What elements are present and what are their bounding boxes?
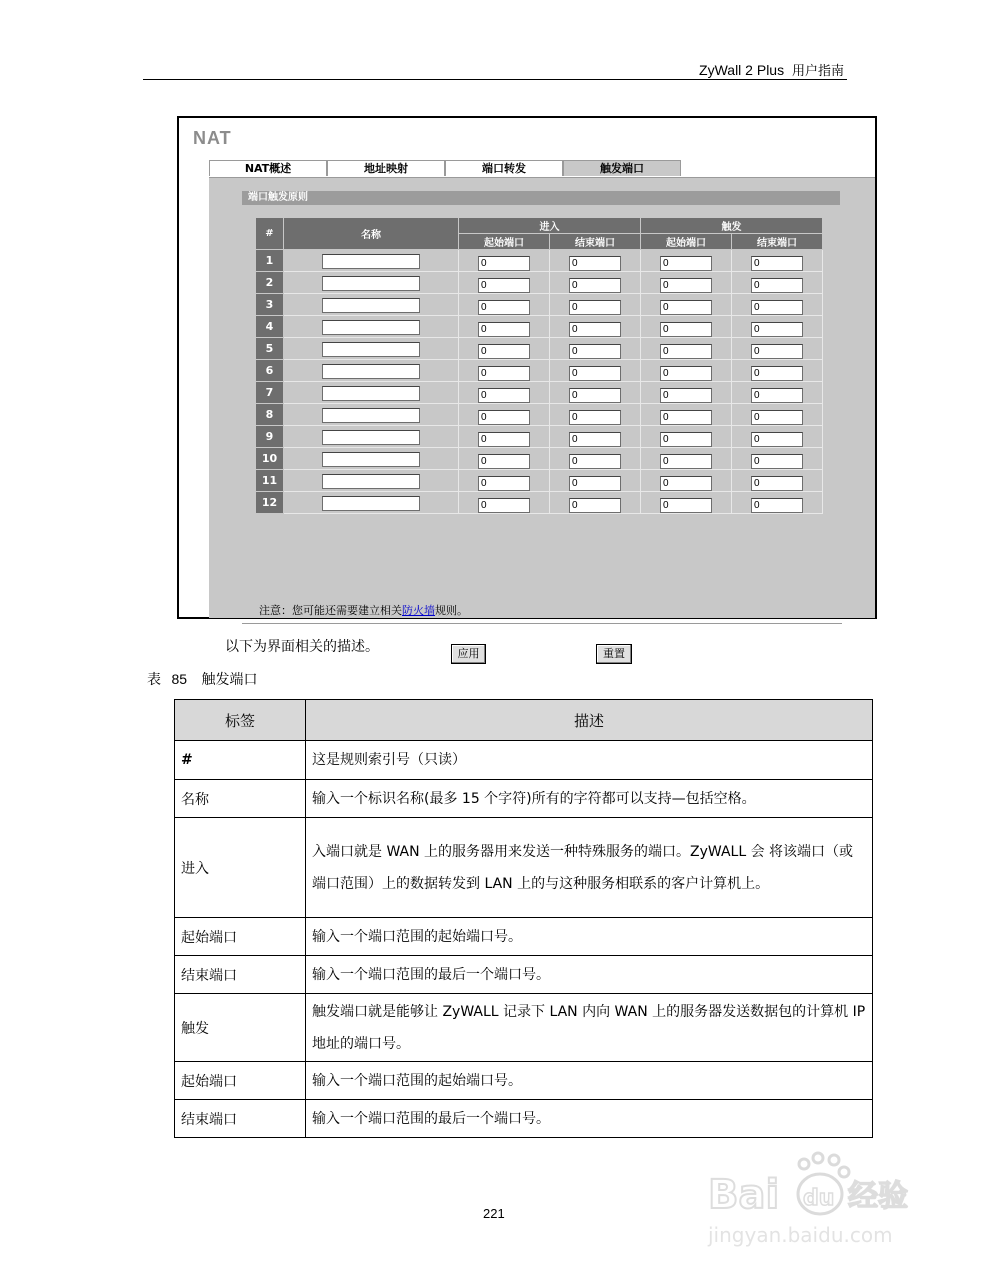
incoming-end-port-input[interactable] bbox=[569, 454, 621, 469]
tab-port-triggering[interactable]: 触发端口 bbox=[563, 160, 681, 176]
incoming-end-port-input[interactable] bbox=[569, 322, 621, 337]
nat-tabs bbox=[209, 160, 681, 177]
col-name: 名称 bbox=[284, 218, 459, 250]
rule-row bbox=[256, 448, 823, 470]
note-suffix: 规则。 bbox=[435, 604, 468, 617]
rule-row bbox=[256, 426, 823, 448]
rule-row bbox=[256, 492, 823, 514]
row-description: 触发端口就是能够让 ZyWALL 记录下 LAN 内向 WAN 上的服务器发送数据包的计算机 IP 地址的端口号。 bbox=[306, 994, 873, 1062]
rule-number: 8 bbox=[256, 404, 284, 426]
rule-name-input[interactable] bbox=[322, 474, 420, 489]
trigger-start-port-input[interactable] bbox=[660, 388, 712, 403]
incoming-start-port-input[interactable] bbox=[478, 366, 530, 381]
section-bar bbox=[242, 191, 840, 205]
row-label: 名称 bbox=[175, 780, 306, 818]
page-number: 221 bbox=[483, 1206, 505, 1221]
guide-label: 用户指南 bbox=[791, 64, 844, 79]
table-row bbox=[175, 956, 873, 994]
product-name: ZyWall 2 Plus bbox=[699, 62, 785, 78]
table-caption bbox=[147, 669, 257, 689]
rule-name-input[interactable] bbox=[322, 496, 420, 511]
trigger-end-port-input[interactable] bbox=[751, 388, 803, 403]
rule-number: 6 bbox=[256, 360, 284, 382]
description-table bbox=[174, 699, 873, 1138]
trigger-end-port-input[interactable] bbox=[751, 256, 803, 271]
rule-row bbox=[256, 294, 823, 316]
col-incoming: 进入 bbox=[459, 218, 641, 234]
col-tr-end: 结束端口 bbox=[732, 234, 823, 250]
incoming-start-port-input[interactable] bbox=[478, 344, 530, 359]
intro-line: 以下为界面相关的描述。 bbox=[225, 639, 379, 655]
rule-row bbox=[256, 470, 823, 492]
incoming-start-port-input[interactable] bbox=[478, 476, 530, 491]
row-label: 结束端口 bbox=[175, 956, 306, 994]
rule-row bbox=[256, 316, 823, 338]
row-label: 触发 bbox=[175, 994, 306, 1062]
incoming-start-port-input[interactable] bbox=[478, 498, 530, 513]
incoming-start-port-input[interactable] bbox=[478, 278, 530, 293]
rule-number: 2 bbox=[256, 272, 284, 294]
trigger-start-port-input[interactable] bbox=[660, 300, 712, 315]
rule-name-input[interactable] bbox=[322, 276, 420, 291]
incoming-end-port-input[interactable] bbox=[569, 344, 621, 359]
trigger-start-port-input[interactable] bbox=[660, 410, 712, 425]
rule-name-input[interactable] bbox=[322, 298, 420, 313]
baidu-watermark-logo bbox=[700, 1150, 930, 1250]
note-divider bbox=[242, 623, 842, 624]
note-prefix: 注意：您可能还需要建立相关 bbox=[259, 604, 402, 617]
col-num: # bbox=[256, 218, 284, 250]
rule-row bbox=[256, 382, 823, 404]
incoming-start-port-input[interactable] bbox=[478, 256, 530, 271]
trigger-start-port-input[interactable] bbox=[660, 366, 712, 381]
trigger-start-port-input[interactable] bbox=[660, 454, 712, 469]
rule-number: 9 bbox=[256, 426, 284, 448]
row-description: 入端口就是 WAN 上的服务器用来发送一种特殊服务的端口。ZyWALL 会 将该端口（或端口范围）上的数据转发到 LAN 上的与这种服务相联系的客户计算机上。 bbox=[306, 818, 873, 918]
rule-name-input[interactable] bbox=[322, 342, 420, 357]
caption-prefix: 表 bbox=[147, 672, 161, 688]
running-header bbox=[699, 60, 844, 79]
table-row bbox=[175, 818, 873, 918]
incoming-end-port-input[interactable] bbox=[569, 300, 621, 315]
row-description: 输入一个端口范围的起始端口号。 bbox=[306, 1062, 873, 1100]
row-label: 起始端口 bbox=[175, 1062, 306, 1100]
rule-row bbox=[256, 250, 823, 272]
trigger-end-port-input[interactable] bbox=[751, 366, 803, 381]
col-tr-start: 起始端口 bbox=[641, 234, 732, 250]
row-description: 输入一个端口范围的起始端口号。 bbox=[306, 918, 873, 956]
tab-address-mapping[interactable]: 地址映射 bbox=[327, 160, 445, 176]
row-label: 起始端口 bbox=[175, 918, 306, 956]
trigger-end-port-input[interactable] bbox=[751, 432, 803, 447]
rule-number: 10 bbox=[256, 448, 284, 470]
rule-row bbox=[256, 272, 823, 294]
row-label: 结束端口 bbox=[175, 1100, 306, 1138]
tab-port-forwarding[interactable]: 端口转发 bbox=[445, 160, 563, 176]
incoming-end-port-input[interactable] bbox=[569, 278, 621, 293]
table-row bbox=[175, 780, 873, 818]
incoming-end-port-input[interactable] bbox=[569, 410, 621, 425]
trigger-start-port-input[interactable] bbox=[660, 476, 712, 491]
trigger-end-port-input[interactable] bbox=[751, 300, 803, 315]
incoming-start-port-input[interactable] bbox=[478, 388, 530, 403]
incoming-end-port-input[interactable] bbox=[569, 388, 621, 403]
caption-number: 85 bbox=[171, 671, 188, 687]
table-row bbox=[175, 1100, 873, 1138]
trigger-start-port-input[interactable] bbox=[660, 278, 712, 293]
svg-text:du: du bbox=[803, 1186, 835, 1211]
rule-row bbox=[256, 404, 823, 426]
table-row bbox=[175, 1062, 873, 1100]
incoming-start-port-input[interactable] bbox=[478, 322, 530, 337]
row-description: 输入一个标识名称(最多 15 个字符)所有的字符都可以支持—包括空格。 bbox=[306, 780, 873, 818]
row-label: 进入 bbox=[175, 818, 306, 918]
header-description: 描述 bbox=[306, 700, 873, 741]
trigger-end-port-input[interactable] bbox=[751, 344, 803, 359]
nat-title: NAT bbox=[193, 128, 232, 148]
trigger-end-port-input[interactable] bbox=[751, 278, 803, 293]
row-description: 这是规则索引号（只读） bbox=[306, 741, 873, 780]
incoming-end-port-input[interactable] bbox=[569, 476, 621, 491]
svg-text:jingyan.baidu.com: jingyan.baidu.com bbox=[708, 1223, 893, 1247]
incoming-end-port-input[interactable] bbox=[569, 432, 621, 447]
rule-number: 5 bbox=[256, 338, 284, 360]
rule-number: 12 bbox=[256, 492, 284, 514]
col-in-end: 结束端口 bbox=[550, 234, 641, 250]
row-description: 输入一个端口范围的最后一个端口号。 bbox=[306, 1100, 873, 1138]
col-trigger: 触发 bbox=[641, 218, 823, 234]
rule-name-input[interactable] bbox=[322, 452, 420, 467]
trigger-start-port-input[interactable] bbox=[660, 498, 712, 513]
trigger-end-port-input[interactable] bbox=[751, 476, 803, 491]
apply-button[interactable]: 应用 bbox=[451, 644, 486, 664]
rule-row bbox=[256, 360, 823, 382]
rule-row bbox=[256, 338, 823, 360]
rule-name-input[interactable] bbox=[322, 408, 420, 423]
incoming-end-port-input[interactable] bbox=[569, 256, 621, 271]
rule-name-input[interactable] bbox=[322, 320, 420, 335]
svg-text:经验: 经验 bbox=[848, 1179, 908, 1214]
table-row bbox=[175, 994, 873, 1062]
rule-number: 7 bbox=[256, 382, 284, 404]
rule-name-input[interactable] bbox=[322, 364, 420, 379]
tab-nat-overview[interactable]: NAT概述 bbox=[209, 160, 327, 176]
trigger-rules-table bbox=[255, 217, 823, 514]
incoming-start-port-input[interactable] bbox=[478, 432, 530, 447]
header-label: 标签 bbox=[175, 700, 306, 741]
row-label: # bbox=[175, 741, 306, 780]
svg-text:Bai: Bai bbox=[708, 1172, 780, 1218]
firewall-note bbox=[259, 602, 468, 618]
trigger-start-port-input[interactable] bbox=[660, 256, 712, 271]
rule-number: 4 bbox=[256, 316, 284, 338]
incoming-start-port-input[interactable] bbox=[478, 410, 530, 425]
table-row bbox=[175, 918, 873, 956]
rule-name-input[interactable] bbox=[322, 254, 420, 269]
section-title: 端口触发原则 bbox=[248, 192, 308, 203]
incoming-end-port-input[interactable] bbox=[569, 498, 621, 513]
rule-number: 11 bbox=[256, 470, 284, 492]
row-description: 输入一个端口范围的最后一个端口号。 bbox=[306, 956, 873, 994]
incoming-start-port-input[interactable] bbox=[478, 454, 530, 469]
incoming-start-port-input[interactable] bbox=[478, 300, 530, 315]
trigger-start-port-input[interactable] bbox=[660, 344, 712, 359]
trigger-start-port-input[interactable] bbox=[660, 432, 712, 447]
trigger-end-port-input[interactable] bbox=[751, 410, 803, 425]
trigger-end-port-input[interactable] bbox=[751, 322, 803, 337]
trigger-start-port-input[interactable] bbox=[660, 322, 712, 337]
header-rule bbox=[143, 79, 847, 80]
rule-name-input[interactable] bbox=[322, 386, 420, 401]
caption-title: 触发端口 bbox=[201, 672, 258, 688]
reset-button[interactable]: 重置 bbox=[596, 644, 632, 664]
rule-number: 1 bbox=[256, 250, 284, 272]
trigger-end-port-input[interactable] bbox=[751, 454, 803, 469]
trigger-end-port-input[interactable] bbox=[751, 498, 803, 513]
rule-number: 3 bbox=[256, 294, 284, 316]
rule-name-input[interactable] bbox=[322, 430, 420, 445]
table-row bbox=[175, 741, 873, 780]
incoming-end-port-input[interactable] bbox=[569, 366, 621, 381]
firewall-link[interactable]: 防火墙 bbox=[402, 604, 435, 617]
col-in-start: 起始端口 bbox=[459, 234, 550, 250]
